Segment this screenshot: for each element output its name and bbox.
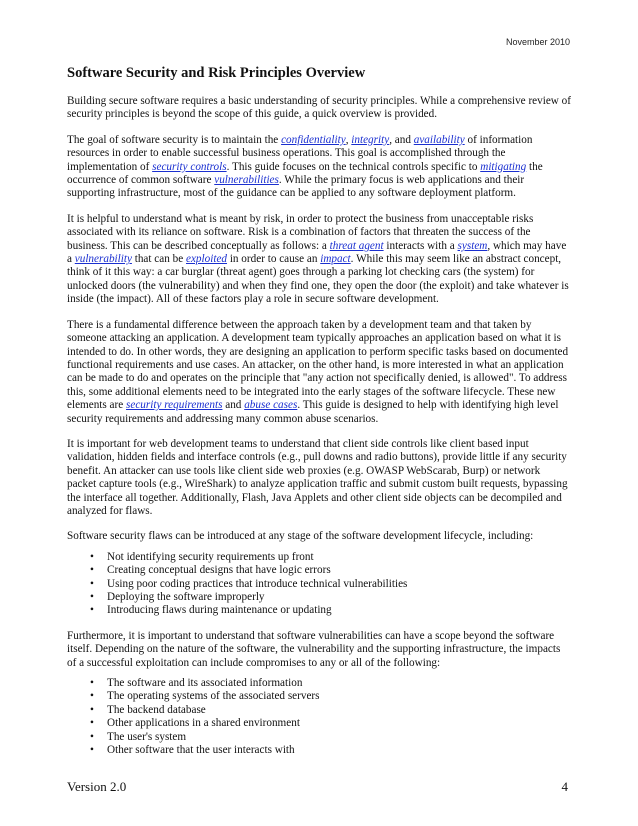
list-item: • Not identifying security requirements up front [107,551,571,564]
list-item: • Other software that the user interacts with [107,744,571,757]
list-item: • Using poor coding practices that introduce technical vulnerabilities [107,578,571,591]
link-confidentiality[interactable]: confidentiality [281,133,346,146]
paragraph-flaws-intro: Software security flaws can be introduced at any stage of the software development lifecycle, including: [67,530,534,543]
paragraph-goal: The goal of software security is to maintain the confidentiality, integrity, and availability of information resources in order to enable successful business operations. This goal is accomplished through the implementation of security controls. This guide focuses on the technical controls specific to mitigating the occurrence of common software vulnerabilities. While the primary focus is web applications and their supporting infrastructure, most of the guidance can be applied to any software deployment platform. [67,133,543,200]
link-availability[interactable]: availability [413,133,465,146]
flaws-list [67,551,571,618]
link-abuse-cases[interactable]: abuse cases [244,399,298,412]
link-system[interactable]: system [457,239,488,252]
link-vulnerability[interactable]: vulnerability [74,253,132,266]
header-date: November 2010 [505,37,570,47]
link-security-requirements[interactable]: security requirements [126,399,223,412]
paragraph-client-controls: It is important for web development teams to understand that client side controls like client based input validation, hidden fields and interface controls (e.g., pull downs and radio buttons), provide little if any security benefit. An attacker can use tools like client side web proxies (e.g. OWASP WebScarab, Burp) or network packet capture tools (e.g., WireShark) to analyze application traffic and submit custom built requests, bypassing the interface all together. Additionally, Flash, Java Applets and other client side objects can be decompiled and analyzed for flaws. [67,437,568,517]
list-item: • The user's system [107,731,571,744]
link-security-controls[interactable]: security controls [152,160,227,173]
link-vulnerabilities[interactable]: vulnerabilities [214,174,279,187]
page-number: 4 [561,779,568,794]
list-item: • Other applications in a shared environment [107,717,571,730]
impacts-list [67,677,571,757]
link-mitigating[interactable]: mitigating [480,160,527,173]
paragraph-intro: Building secure software requires a basic understanding of security principles. While a comprehensive review of security principles is beyond the scope of this guide, a quick overview is provided. [67,95,571,121]
list-item: • Introducing flaws during maintenance or updating [107,604,571,617]
list-item: • The backend database [107,704,571,717]
paragraph-scope: Furthermore, it is important to understand that software vulnerabilities can have a scope beyond the software itself. Depending on the nature of the software, the vulnerability and the supporting infrastructure, the impacts of a successful exploitation can include compromises to any or all of the following: [67,629,561,669]
list-item: • Deploying the software improperly [107,591,571,604]
link-impact[interactable]: impact [320,253,351,266]
paragraph-risk: It is helpful to understand what is meant by risk, in order to protect the business from unacceptable risks associated with its reliance on software. Risk is a combination of factors that threaten the success of the business. This can be described conceptually as follows: a threat agent interacts with a system, which may have a vulnerability that can be exploited in order to cause an impact. While this may seem like an abstract concept, think of it this way: a car burglar (threat agent) goes through a parking lot checking cars (the system) for unlocked doors (the vulnerability) and when they find one, they open the door (the exploit) and take whatever is inside (the impact). All of these factors play a role in secure software development. [67,212,569,306]
list-item: • The software and its associated information [107,677,571,690]
list-item: • The operating systems of the associated servers [107,690,571,703]
footer-version: Version 2.0 [67,779,127,794]
link-threat-agent[interactable]: threat agent [329,239,384,252]
list-item: • Creating conceptual designs that have logic errors [107,564,571,577]
link-exploited[interactable]: exploited [186,253,228,266]
page-title: Software Security and Risk Principles Overview [67,65,366,81]
document-body [67,64,571,769]
link-integrity[interactable]: integrity [351,133,390,146]
paragraph-approach: There is a fundamental difference between the approach taken by a development team and that taken by someone attacking an application. A development team typically approaches an application based on what it is intended to do. In other words, they are designing an application to perform specific tasks based on documented functional requirements and use cases. An attacker, on the other hand, is more interested in what an application can be made to do and operates on the principle that "any action not specifically denied, is allowed". To address this, some additional elements need to be integrated into the early stages of the software lifecycle. These new elements are security requirements and abuse cases. This guide is designed to help with identifying high level security requirements and addressing many common abuse scenarios. [67,318,569,425]
